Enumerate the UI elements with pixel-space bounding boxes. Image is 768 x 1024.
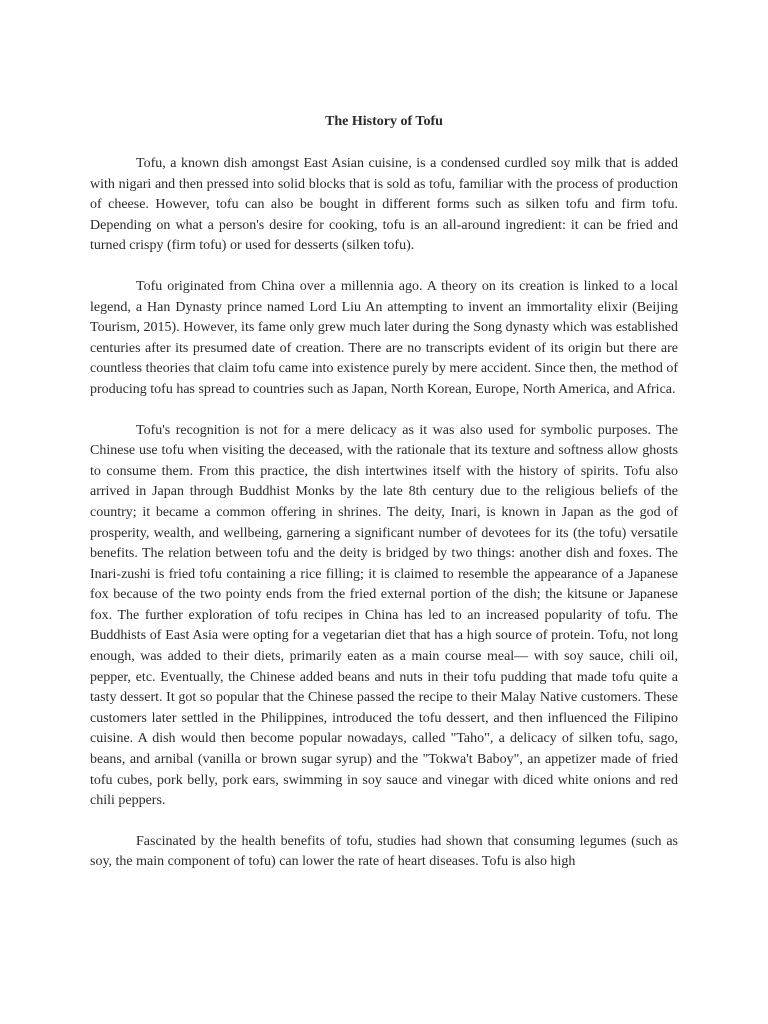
paragraph: Tofu originated from China over a millennia ago. A theory on its creation is linked to a local legend, a Han Dynasty prince named Lord Liu An attempting to invent an immortality elixir (Beijing Tourism, 2015). However, its fame only grew much later during the Song dynasty which was established centuries after its presumed date of creation. There are no transcripts evident of its origin but there are countless theories that claim tofu came into existence purely by mere accident. Since then, the method of producing tofu has spread to countries such as Japan, North Korean, Europe, North America, and Africa. (90, 278, 678, 397)
document-page (90, 112, 678, 893)
document-title: The History of Tofu (325, 114, 443, 129)
paragraph: Fascinated by the health benefits of tofu, studies had shown that consuming legumes (such as soy, the main component of tofu) can lower the rate of heart diseases. Tofu is also high (90, 833, 678, 870)
paragraph: Tofu's recognition is not for a mere delicacy as it was also used for symbolic purposes. The Chinese use tofu when visiting the deceased, with the rationale that its texture and softness allow ghosts to consume them. From this practice, the dish intertwines itself with the history of spirits. Tofu also arrived in Japan through Buddhist Monks by the late 8th century due to the religious beliefs of the country; it became a common offering in shrines. The deity, Inari, is known in Japan as the god of prosperity, wealth, and wellbeing, garnering a significant number of devotees for its (the tofu) versatile benefits. The relation between tofu and the deity is bridged by two things: another dish and foxes. The Inari-zushi is fried tofu containing a rice filling; it is claimed to resemble the appearance of a Japanese fox because of the two pointy ends from the fried external portion of the dish; the kitsune or Japanese fox. The further exploration of tofu recipes in China has led to an increased popularity of tofu. The Buddhists of East Asia were opting for a vegetarian diet that has a high source of protein. Tofu, not long enough, was added to their diets, primarily eaten as a main course meal— with soy sauce, chili oil, pepper, etc. Eventually, the Chinese added beans and nuts in their tofu pudding that made tofu quite a tasty dessert. It got so popular that the Chinese passed the recipe to their Malay Native customers. These customers later settled in the Philippines, introduced the tofu dessert, and then influenced the Filipino cuisine. A dish would then become popular nowadays, called "Taho", a delicacy of silken tofu, sago, beans, and arnibal (vanilla or brown sugar syrup) and the "Tokwa't Baboy", an appetizer made of fried tofu cubes, pork belly, pork ears, swimming in soy sauce and vinegar with diced white onions and red chili peppers. (90, 422, 678, 809)
paragraph: Tofu, a known dish amongst East Asian cuisine, is a condensed curdled soy milk that is added with nigari and then pressed into solid blocks that is sold as tofu, familiar with the process of production of cheese. However, tofu can also be bought in different forms such as silken tofu and firm tofu. Depending on what a person's desire for cooking, tofu is an all-around ingredient: it can be fried and turned crispy (firm tofu) or used for desserts (silken tofu). (90, 156, 678, 254)
